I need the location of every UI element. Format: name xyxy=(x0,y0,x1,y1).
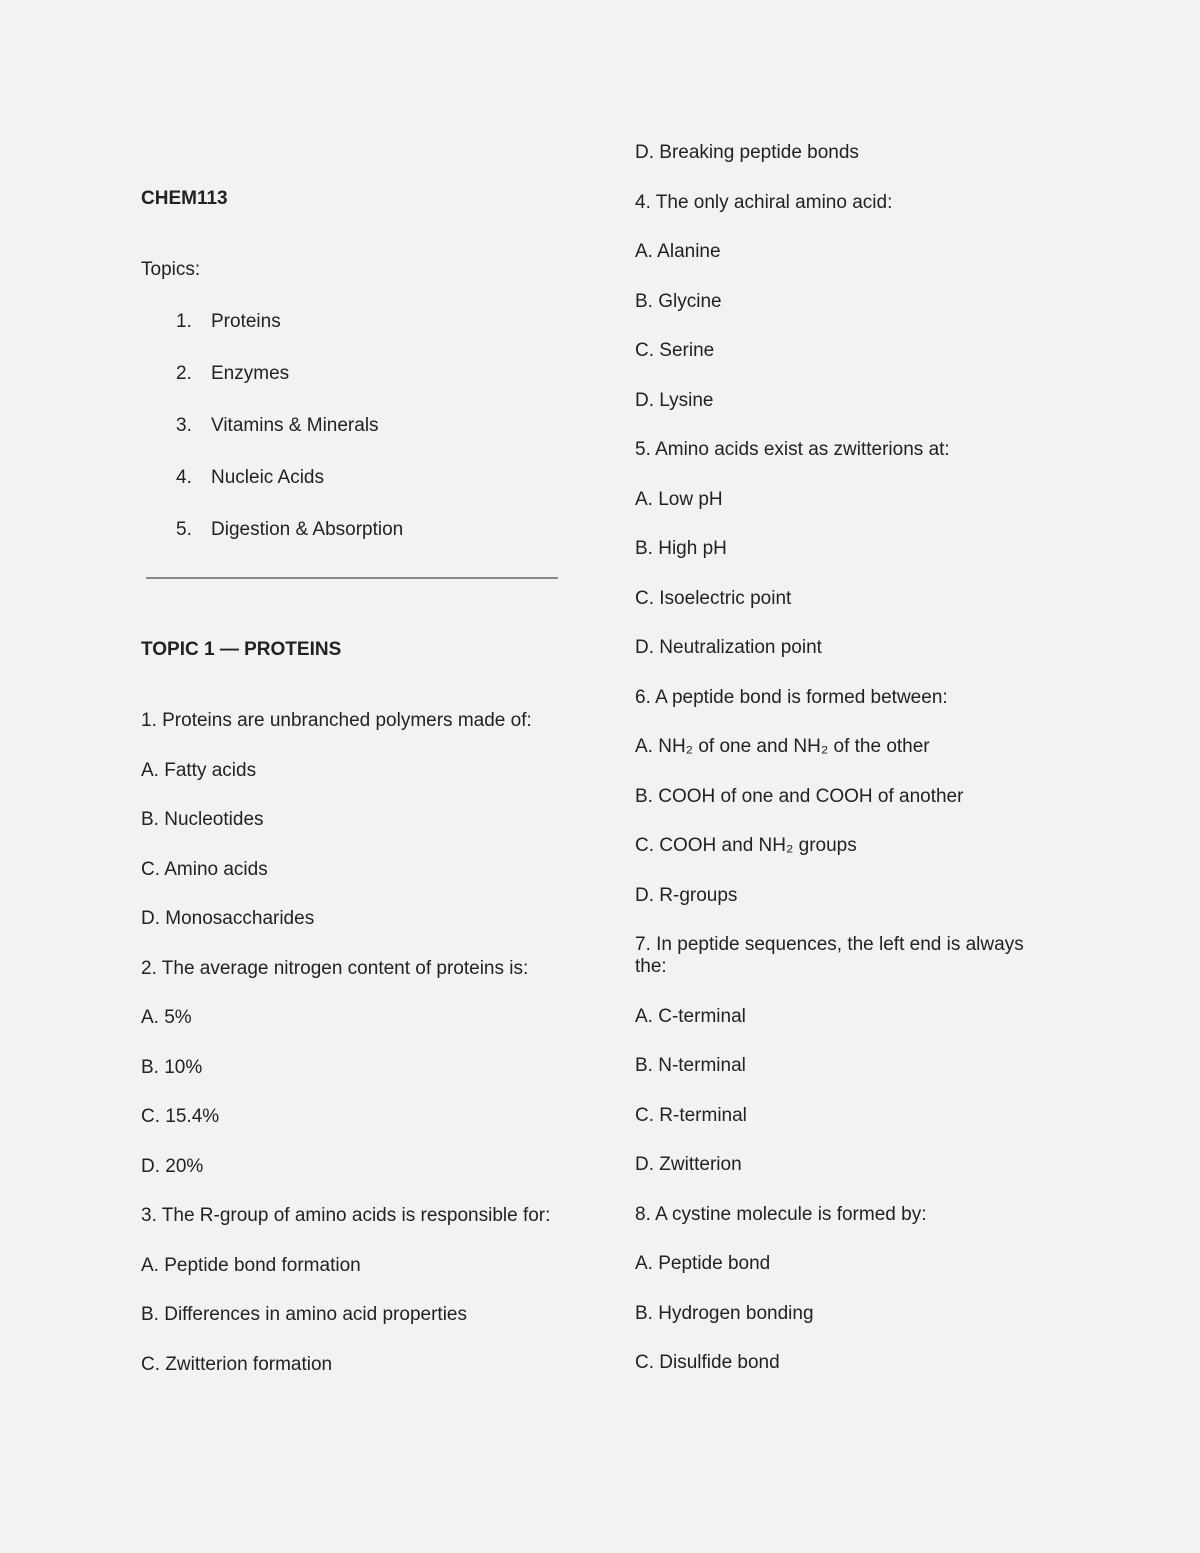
answer-option: B. 10% xyxy=(141,1056,203,1078)
topic-item xyxy=(141,311,571,333)
topic-item xyxy=(141,363,571,385)
answer-option: B. Nucleotides xyxy=(141,809,264,830)
topics-label: Topics: xyxy=(141,259,201,280)
topic-item xyxy=(141,519,571,541)
section-title: TOPIC 1 — PROTEINS xyxy=(141,639,342,660)
answer-option: B. Hydrogen bonding xyxy=(635,1302,814,1324)
answer-option: C. Amino acids xyxy=(141,858,268,880)
answer-option: B. Differences in amino acid properties xyxy=(141,1304,467,1325)
answer-option: B. COOH of one and COOH of another xyxy=(635,785,964,807)
topic-item xyxy=(141,467,571,489)
answer-option: D. Zwitterion xyxy=(635,1154,742,1175)
answer-option: C. Zwitterion formation xyxy=(141,1353,333,1375)
answer-option: A. Alanine xyxy=(635,241,721,262)
answer-option: C. Disulfide bond xyxy=(635,1352,780,1373)
answer-option: B. N-terminal xyxy=(635,1055,746,1076)
answer-option: D. Breaking peptide bonds xyxy=(635,142,859,163)
right-column xyxy=(635,142,1055,1402)
question-text: 4. The only achiral amino acid: xyxy=(635,191,893,213)
answer-option: D. Lysine xyxy=(635,389,714,411)
question-text: 5. Amino acids exist as zwitterions at: xyxy=(635,439,950,460)
topic-label: Digestion & Absorption xyxy=(211,519,404,540)
answer-option: D. Neutralization point xyxy=(635,637,822,658)
topic-label: Proteins xyxy=(211,311,281,332)
topic-number: 2. xyxy=(176,363,192,384)
topic-number: 4. xyxy=(176,467,192,488)
answer-option: A. Peptide bond formation xyxy=(141,1254,361,1276)
answer-option: C. Isoelectric point xyxy=(635,587,792,609)
answer-option: A. 5% xyxy=(141,1007,192,1028)
answer-option: C. Serine xyxy=(635,340,715,361)
horizontal-divider xyxy=(146,577,558,579)
course-code: CHEM113 xyxy=(141,188,228,209)
answer-option: C. 15.4% xyxy=(141,1106,220,1127)
answer-option: B. High pH xyxy=(635,538,727,559)
topic-number: 3. xyxy=(176,415,192,436)
topic-label: Enzymes xyxy=(211,363,290,384)
topic-number: 1. xyxy=(176,311,192,332)
answer-option: A. Fatty acids xyxy=(141,759,257,781)
answer-option: A. Peptide bond xyxy=(635,1253,771,1274)
answer-option: B. Glycine xyxy=(635,290,722,312)
answer-option: D. R-groups xyxy=(635,884,738,906)
question-text: 7. In peptide sequences, the left end is always the: xyxy=(635,934,1024,977)
answer-option: C. R-terminal xyxy=(635,1104,747,1126)
answer-option: D. Monosaccharides xyxy=(141,908,315,929)
answer-option: C. COOH and NH₂ groups xyxy=(635,835,857,856)
topic-number: 5. xyxy=(176,519,192,540)
question-text: 3. The R-group of amino acids is responsible for: xyxy=(141,1205,551,1226)
question-text: 6. A peptide bond is formed between: xyxy=(635,686,948,708)
topic-item xyxy=(141,415,571,437)
topic-list xyxy=(141,311,571,541)
answer-option: A. C-terminal xyxy=(635,1005,746,1027)
answer-option: A. Low pH xyxy=(635,488,723,510)
answer-option: D. 20% xyxy=(141,1155,204,1177)
left-column xyxy=(141,188,571,1403)
topic-label: Nucleic Acids xyxy=(211,467,324,488)
question-text: 2. The average nitrogen content of proteins is: xyxy=(141,957,529,979)
answer-option: A. NH₂ of one and NH₂ of the other xyxy=(635,736,930,757)
question-text: 1. Proteins are unbranched polymers made of: xyxy=(141,710,532,731)
question-text: 8. A cystine molecule is formed by: xyxy=(635,1203,927,1225)
question-list-left xyxy=(141,710,571,1376)
topic-label: Vitamins & Minerals xyxy=(211,415,379,436)
